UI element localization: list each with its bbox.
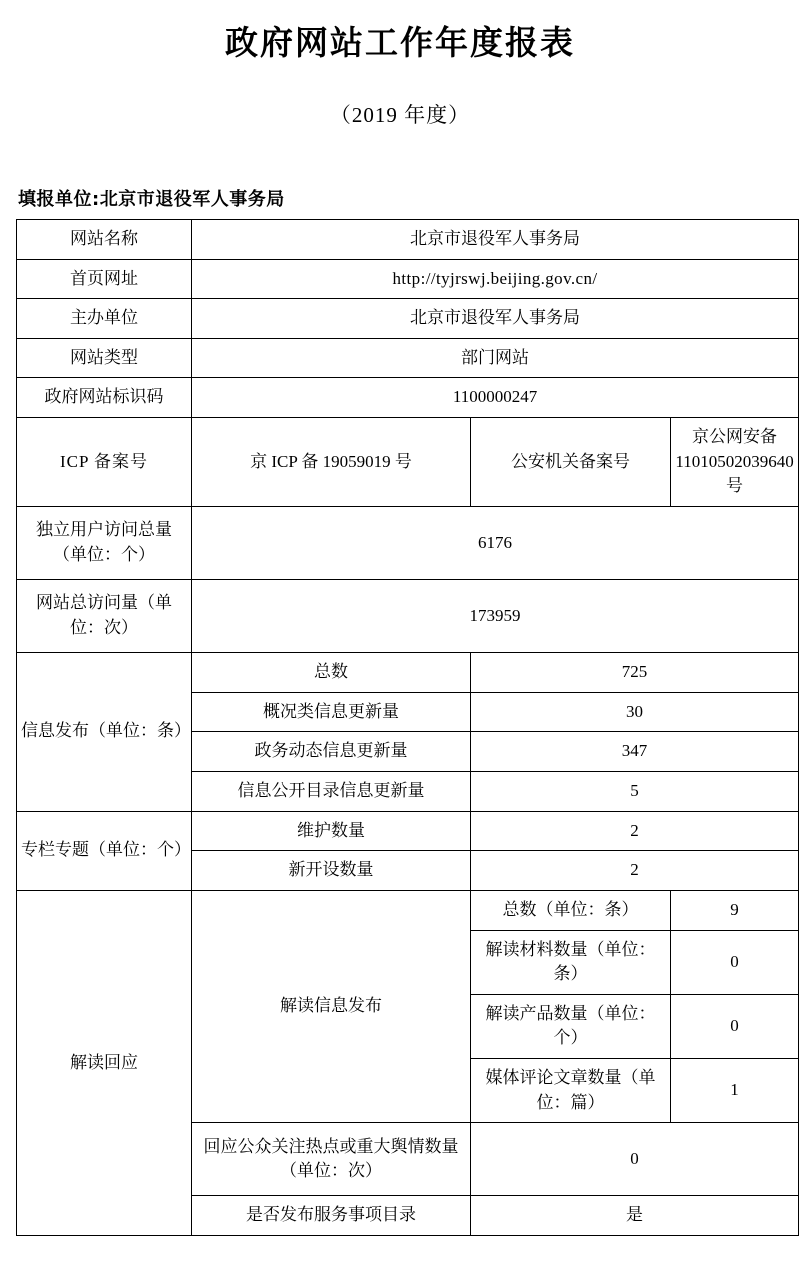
table-row	[17, 580, 799, 653]
reporter-unit: 填报单位:北京市退役军人事务局	[18, 188, 285, 210]
police-record-label: 公安机关备案号	[471, 418, 671, 507]
table-row	[17, 219, 799, 259]
site-code-value: 1100000247	[192, 378, 799, 418]
total-visits-value: 173959	[192, 580, 799, 653]
table-row	[17, 890, 799, 930]
service-catalog-label: 是否发布服务事项目录	[192, 1196, 471, 1236]
column-topic-label: 专栏专题（单位：个）	[17, 811, 192, 890]
info-publish-item-value: 347	[471, 732, 799, 772]
service-catalog-value: 是	[471, 1196, 799, 1236]
icp-label: ICP 备案号	[17, 418, 192, 507]
table-row	[17, 507, 799, 580]
site-name-label: 网站名称	[17, 219, 192, 259]
table-row	[17, 418, 799, 507]
interpret-item-name: 总数（单位：条）	[471, 890, 671, 930]
info-publish-label: 信息发布（单位：条）	[17, 653, 192, 812]
unique-visitors-value: 6176	[192, 507, 799, 580]
info-publish-item-name: 概况类信息更新量	[192, 692, 471, 732]
hot-response-label: 回应公众关注热点或重大舆情数量（单位：次）	[192, 1123, 471, 1196]
info-publish-item-value: 725	[471, 653, 799, 693]
total-visits-label: 网站总访问量（单位：次）	[17, 580, 192, 653]
interpret-item-name: 媒体评论文章数量（单位：篇）	[471, 1059, 671, 1123]
sponsor-value: 北京市退役军人事务局	[192, 299, 799, 339]
interpret-item-value: 0	[671, 930, 799, 994]
info-publish-item-name: 信息公开目录信息更新量	[192, 771, 471, 811]
table-row	[17, 811, 799, 851]
site-name-value: 北京市退役军人事务局	[192, 219, 799, 259]
table-row	[17, 653, 799, 693]
interpret-item-value: 1	[671, 1059, 799, 1123]
column-topic-item-value: 2	[471, 851, 799, 891]
interpret-item-name: 解读产品数量（单位：个）	[471, 994, 671, 1058]
info-publish-item-name: 政务动态信息更新量	[192, 732, 471, 772]
site-type-label: 网站类型	[17, 338, 192, 378]
page-title: 政府网站工作年度报表	[225, 23, 575, 62]
interpret-item-value: 9	[671, 890, 799, 930]
info-publish-item-value: 30	[471, 692, 799, 732]
homepage-value[interactable]: http://tyjrswj.beijing.gov.cn/	[192, 259, 799, 299]
interpret-item-name: 解读材料数量（单位：条）	[471, 930, 671, 994]
hot-response-value: 0	[471, 1123, 799, 1196]
homepage-label: 首页网址	[17, 259, 192, 299]
column-topic-item-name: 维护数量	[192, 811, 471, 851]
info-publish-item-name: 总数	[192, 653, 471, 693]
table-row	[17, 299, 799, 339]
info-publish-item-value: 5	[471, 771, 799, 811]
column-topic-item-name: 新开设数量	[192, 851, 471, 891]
column-topic-item-value: 2	[471, 811, 799, 851]
site-code-label: 政府网站标识码	[17, 378, 192, 418]
interpret-item-value: 0	[671, 994, 799, 1058]
unique-visitors-label: 独立用户访问总量（单位：个）	[17, 507, 192, 580]
page-subtitle: （2019 年度）	[329, 102, 471, 127]
table-row	[17, 338, 799, 378]
sponsor-label: 主办单位	[17, 299, 192, 339]
document-page	[0, 22, 800, 1236]
table-row	[17, 378, 799, 418]
annual-report-table	[16, 219, 799, 1236]
police-record-value: 京公网安备 11010502039640 号	[671, 418, 799, 507]
interpret-response-label: 解读回应	[17, 890, 192, 1235]
site-type-value: 部门网站	[192, 338, 799, 378]
table-row	[17, 259, 799, 299]
icp-value: 京 ICP 备 19059019 号	[192, 418, 471, 507]
interpret-publish-label: 解读信息发布	[192, 890, 471, 1122]
